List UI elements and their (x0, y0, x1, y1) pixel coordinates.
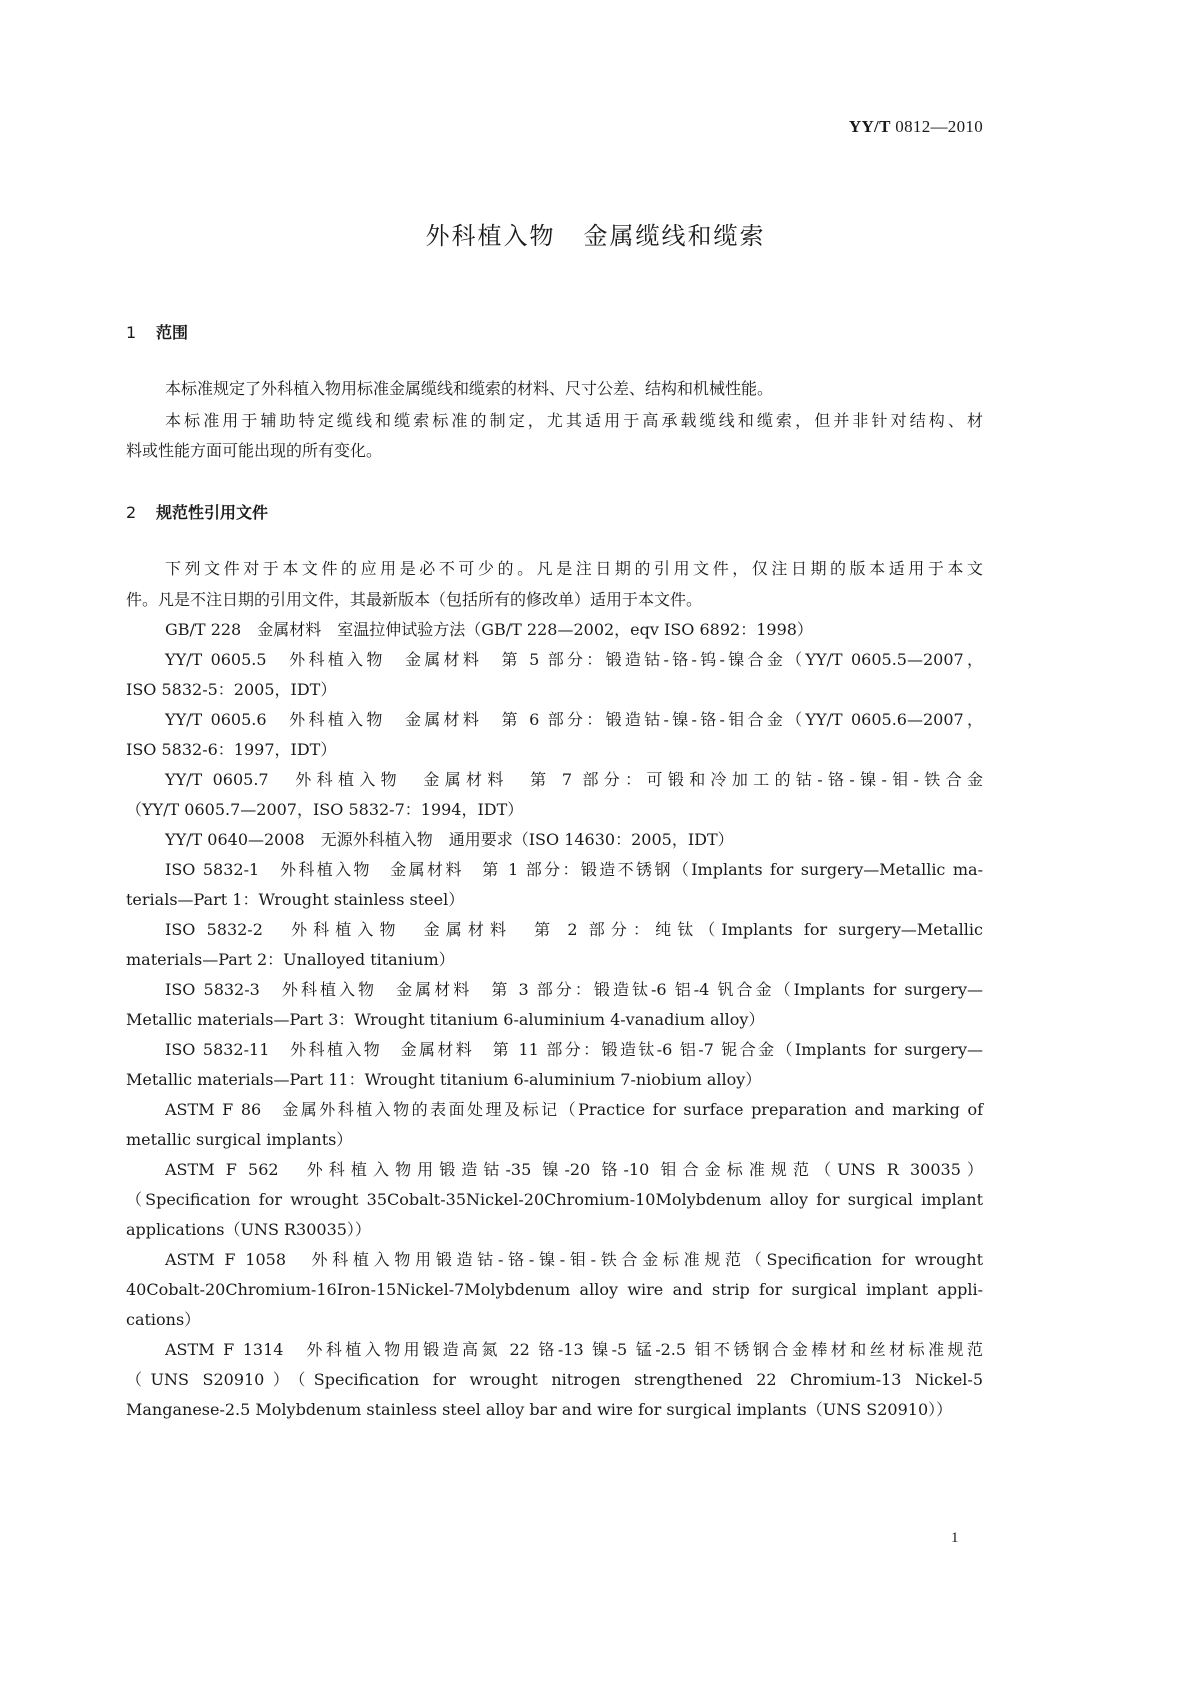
section-number: 1 (126, 323, 137, 342)
paragraph-line: 本标准用于辅助特定缆线和缆索标准的制定，尤其适用于高承载缆线和缆索，但并非针对结构、材 (165, 411, 983, 430)
reference-entry-continued: ISO 5832-6：1997，IDT） (126, 740, 337, 759)
page-number: 1 (951, 1530, 959, 1546)
reference-entry-continued: Metallic materials—Part 11：Wrought titanium 6-aluminium 7-niobium alloy） (126, 1070, 762, 1089)
paragraph-line: 下列文件对于本文件的应用是必不可少的。凡是注日期的引用文件，仅注日期的版本适用于本文 (165, 559, 983, 578)
reference-entry: YY/T 0605.5 外科植入物 金属材料 第 5 部分：锻造钴-铬-钨-镍合金（YY/T 0605.5—2007， (165, 650, 983, 669)
reference-entry: GB/T 228 金属材料 室温拉伸试验方法（GB/T 228—2002，eqv ISO 6892：1998） (165, 620, 813, 639)
reference-entry-continued: metallic surgical implants） (126, 1130, 353, 1149)
section-title: 范围 (156, 323, 189, 342)
reference-entry-continued: （Specification for wrought 35Cobalt-35Nickel-20Chromium-10Molybdenum alloy for surgical implant (126, 1190, 983, 1209)
section-title: 规范性引用文件 (156, 503, 269, 522)
reference-entry-continued: （UNS S20910）（Specification for wrought nitrogen strengthened 22 Chromium-13 Nickel-5 (126, 1370, 983, 1389)
reference-entry: YY/T 0605.6 外科植入物 金属材料 第 6 部分：锻造钴-镍-铬-钼合金（YY/T 0605.6—2007， (165, 710, 983, 729)
reference-entry-continued: cations） (126, 1310, 201, 1329)
reference-entry-continued: Manganese-2.5 Molybdenum stainless steel alloy bar and wire for surgical implants（UNS S20910）） (126, 1400, 953, 1419)
reference-entry: ASTM F 562 外科植入物用锻造钴-35 镍-20 铬-10 钼合金标准规范（UNS R 30035） (165, 1160, 983, 1179)
paragraph-line: 件。凡是不注日期的引用文件，其最新版本（包括所有的修改单）适用于本文件。 (126, 590, 703, 609)
section-heading-scope (126, 320, 188, 343)
standard-code (849, 117, 983, 137)
reference-entry: ASTM F 1058 外科植入物用锻造钴-铬-镍-钼-铁合金标准规范（Specification for wrought (165, 1250, 983, 1269)
reference-entry: YY/T 0640—2008 无源外科植入物 通用要求（ISO 14630：2005，IDT） (165, 830, 734, 849)
standard-code-prefix: YY/T (848, 117, 891, 136)
document-title (0, 216, 1191, 251)
reference-entry-continued: 40Cobalt-20Chromium-16Iron-15Nickel-7Molybdenum alloy wire and strip for surgical implant appli- (126, 1280, 983, 1299)
reference-entry-continued: ISO 5832-5：2005，IDT） (126, 680, 337, 699)
reference-entry: ASTM F 1314 外科植入物用锻造高氮 22 铬-13 镍-5 锰-2.5 钼不锈钢合金棒材和丝材标准规范 (165, 1340, 983, 1359)
reference-entry-continued: applications（UNS R30035）） (126, 1220, 371, 1239)
reference-entry-continued: materials—Part 2：Unalloyed titanium） (126, 950, 455, 969)
title-part-2: 金属缆线和缆索 (583, 222, 766, 250)
standard-code-number: 0812—2010 (895, 117, 983, 136)
section-heading-normative-references (126, 500, 268, 523)
reference-entry: ASTM F 86 金属外科植入物的表面处理及标记（Practice for surface preparation and marking of (165, 1100, 983, 1119)
section-number: 2 (126, 503, 137, 522)
title-part-1: 外科植入物 (425, 222, 556, 250)
reference-entry: ISO 5832-11 外科植入物 金属材料 第 11 部分：锻造钛-6 铝-7 铌合金（Implants for surgery— (165, 1040, 983, 1059)
reference-entry-continued: terials—Part 1：Wrought stainless steel） (126, 890, 465, 909)
paragraph-line: 料或性能方面可能出现的所有变化。 (126, 441, 383, 460)
reference-entry: YY/T 0605.7 外科植入物 金属材料 第 7 部分：可锻和冷加工的钴-铬-镍-钼-铁合金 (165, 770, 983, 789)
reference-entry: ISO 5832-3 外科植入物 金属材料 第 3 部分：锻造钛-6 铝-4 钒合金（Implants for surgery— (165, 980, 983, 999)
reference-entry: ISO 5832-2 外科植入物 金属材料 第 2 部分：纯钛（Implants for surgery—Metallic (165, 920, 983, 939)
reference-entry-continued: Metallic materials—Part 3：Wrought titanium 6-aluminium 4-vanadium alloy） (126, 1010, 765, 1029)
paragraph-line: 本标准规定了外科植入物用标准金属缆线和缆索的材料、尺寸公差、结构和机械性能。 (165, 379, 774, 398)
reference-entry-continued: （YY/T 0605.7—2007，ISO 5832-7：1994，IDT） (126, 800, 524, 819)
reference-entry: ISO 5832-1 外科植入物 金属材料 第 1 部分：锻造不锈钢（Implants for surgery—Metallic ma- (165, 860, 983, 879)
